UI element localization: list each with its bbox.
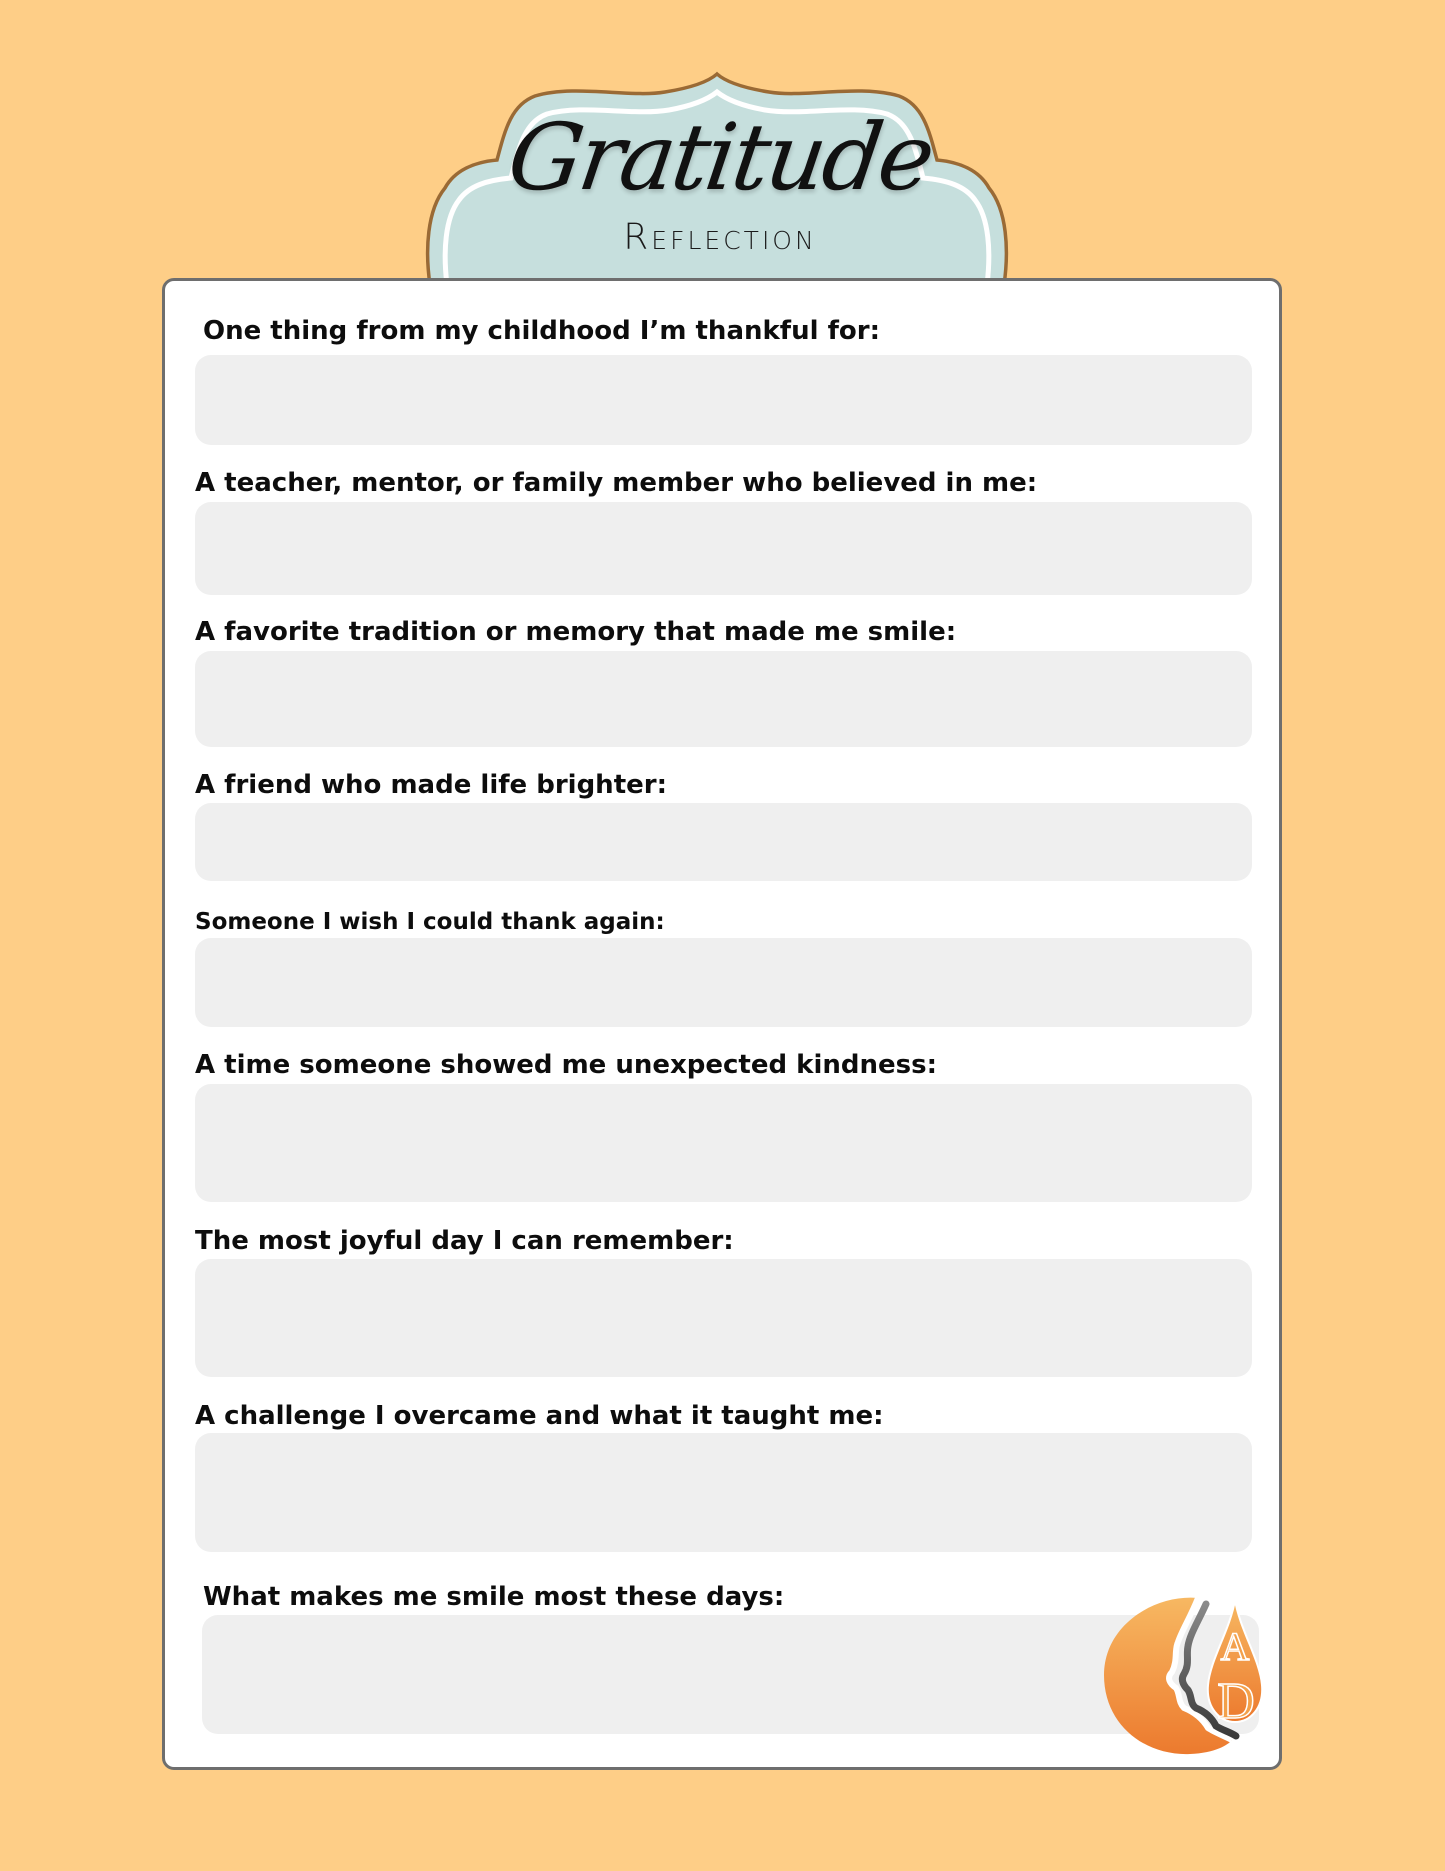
field-input-challenge[interactable] xyxy=(195,1433,1252,1552)
svg-text:D: D xyxy=(1217,1673,1255,1730)
field-input-tradition[interactable] xyxy=(195,651,1252,747)
field-label-childhood: One thing from my childhood I’m thankful for: xyxy=(203,316,880,346)
page-title: Gratitude xyxy=(501,104,939,211)
field-label-mentor: A teacher, mentor, or family member who believed in me: xyxy=(195,468,1038,498)
field-input-mentor[interactable] xyxy=(195,502,1252,595)
field-label-joyful-day: The most joyful day I can remember: xyxy=(195,1226,734,1256)
svg-text:A: A xyxy=(1220,1624,1250,1669)
field-label-challenge: A challenge I overcame and what it taught me: xyxy=(195,1401,884,1431)
field-label-kindness: A time someone showed me unexpected kindness: xyxy=(195,1050,937,1080)
field-label-tradition: A favorite tradition or memory that made me smile: xyxy=(195,617,957,647)
field-input-thank-again[interactable] xyxy=(195,938,1252,1027)
field-input-kindness[interactable] xyxy=(195,1084,1252,1202)
field-label-smile: What makes me smile most these days: xyxy=(203,1582,785,1612)
profile-ad-logo-icon xyxy=(1100,1590,1270,1760)
field-input-joyful-day[interactable] xyxy=(195,1259,1252,1377)
field-label-thank-again: Someone I wish I could thank again: xyxy=(195,909,665,935)
brand-logo xyxy=(1100,1590,1270,1760)
field-label-friend: A friend who made life brighter: xyxy=(195,770,667,800)
field-input-friend[interactable] xyxy=(195,803,1252,881)
field-input-childhood[interactable] xyxy=(195,355,1252,445)
page-subtitle: Reflection xyxy=(623,217,817,258)
title-badge xyxy=(425,70,1015,285)
